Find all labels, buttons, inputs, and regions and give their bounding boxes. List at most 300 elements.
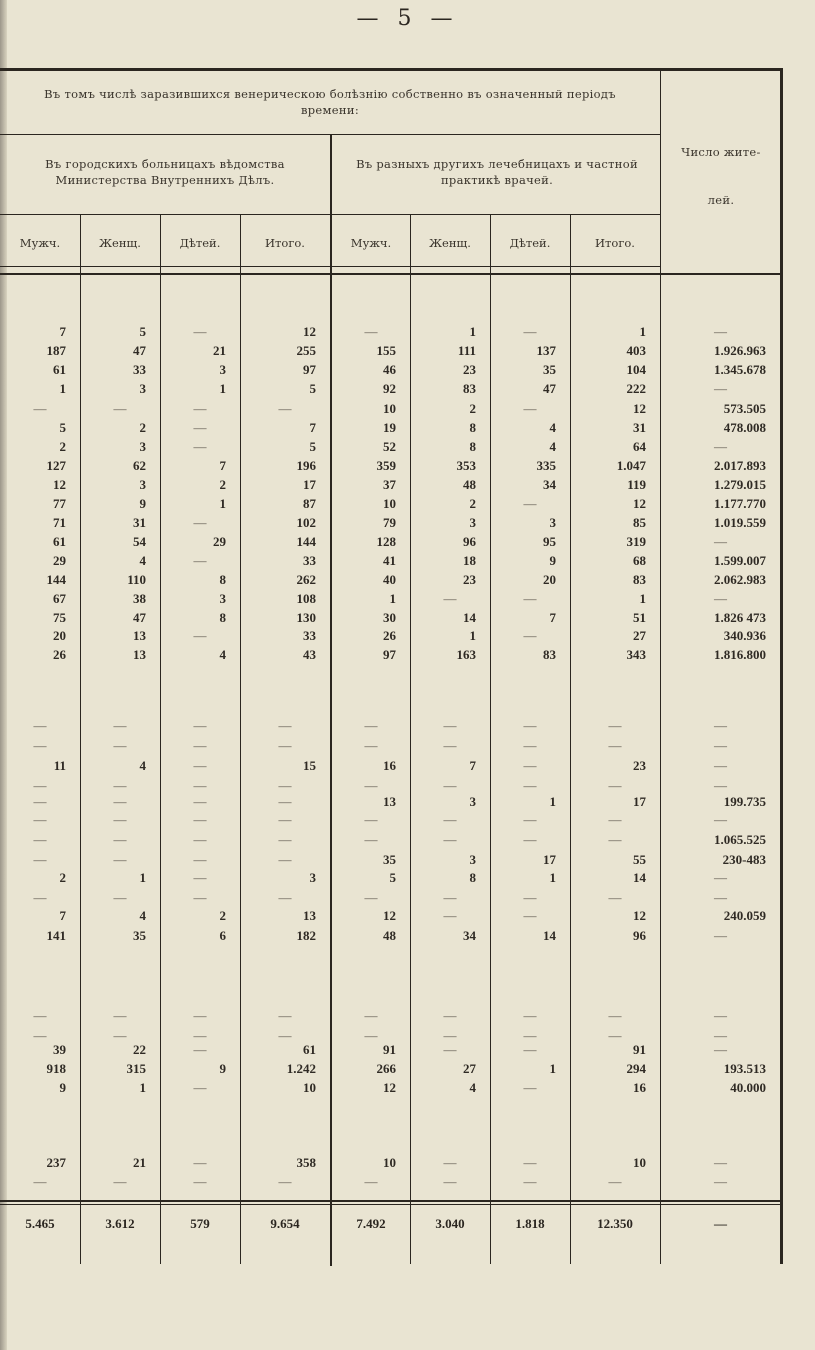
table-cell: 3: [219, 591, 226, 606]
table-cell: 7: [469, 758, 476, 773]
table-cell: 21: [133, 1155, 146, 1170]
table-cell: —: [523, 908, 537, 923]
table-cell: —: [523, 1042, 537, 1057]
table-cell: —: [193, 1008, 207, 1023]
table-cell: —: [714, 439, 727, 454]
totals-cell: 5.465: [25, 1216, 55, 1231]
table-cell: —: [113, 718, 127, 733]
table-cell: —: [33, 1174, 47, 1189]
table-cell: 1: [219, 496, 226, 511]
table-cell: 7: [549, 610, 556, 625]
table-cell: —: [523, 832, 537, 847]
table-cell: —: [608, 1008, 622, 1023]
table-cell: 1.019.559: [714, 515, 766, 530]
column-header: Мужч.: [350, 236, 392, 250]
table-cell: 8: [469, 439, 476, 454]
table-cell: 4: [549, 439, 556, 454]
table-cell: —: [193, 778, 207, 793]
table-cell: —: [443, 1028, 457, 1043]
table-cell: 255: [296, 343, 316, 358]
table-cell: 12: [633, 908, 646, 923]
table-cell: —: [193, 1042, 207, 1057]
book-spine-shadow: [0, 0, 7, 1350]
table-cell: 3: [219, 362, 226, 377]
table-cell: 5: [309, 381, 316, 396]
table-cell: —: [714, 1174, 727, 1189]
table-cell: —: [278, 812, 292, 827]
table-cell: —: [193, 794, 207, 809]
table-cell: 2: [219, 477, 226, 492]
table-cell: 37: [383, 477, 396, 492]
table-cell: —: [608, 1174, 622, 1189]
table-cell: 1: [139, 870, 146, 885]
table-cell: 193.513: [723, 1061, 766, 1076]
table-cell: —: [193, 553, 207, 568]
table-cell: 12: [633, 496, 646, 511]
table-cell: —: [193, 832, 207, 847]
table-cell: 17: [543, 852, 556, 867]
table-cell: 92: [383, 381, 396, 396]
table-cell: —: [364, 1174, 378, 1189]
table-cell: 1.826 473: [714, 610, 766, 625]
table-cell: 62: [133, 458, 146, 473]
table-cell: —: [278, 778, 292, 793]
table-cell: —: [608, 718, 622, 733]
table-cell: 31: [133, 515, 146, 530]
table-cell: 47: [133, 343, 146, 358]
table-cell: 262: [296, 572, 316, 587]
table-cell: —: [523, 1174, 537, 1189]
table-cell: —: [33, 812, 47, 827]
column-header: Женщ.: [99, 236, 141, 250]
table-cell: —: [714, 738, 727, 753]
table-cell: 23: [463, 572, 476, 587]
table-cell: 3: [139, 439, 146, 454]
table-cell: 12: [383, 908, 396, 923]
table-cell: —: [33, 778, 47, 793]
table-cell: —: [714, 534, 727, 549]
table-cell: 31: [633, 420, 646, 435]
table-cell: —: [113, 738, 127, 753]
table-cell: —: [714, 758, 727, 773]
table-cell: —: [714, 1028, 727, 1043]
table-cell: —: [193, 890, 207, 905]
table-cell: 1.599.007: [714, 553, 766, 568]
table-cell: 2: [59, 439, 66, 454]
table-cell: —: [443, 1174, 457, 1189]
table-cell: 51: [633, 610, 646, 625]
table-cell: —: [608, 890, 622, 905]
table-cell: 13: [303, 908, 316, 923]
table-cell: —: [608, 1028, 622, 1043]
table-cell: —: [278, 1174, 292, 1189]
totals-cell: 7.492: [356, 1216, 386, 1231]
table-cell: —: [193, 812, 207, 827]
table-cell: —: [193, 718, 207, 733]
table-cell: —: [714, 381, 727, 396]
table-cell: 4: [549, 420, 556, 435]
table-cell: —: [364, 738, 378, 753]
table-cell: 9: [139, 496, 146, 511]
table-cell: —: [608, 778, 622, 793]
table-cell: 91: [383, 1042, 396, 1057]
table-cell: 5: [389, 870, 396, 885]
table-cell: 33: [133, 362, 146, 377]
column-header: Женщ.: [429, 236, 471, 250]
table-cell: —: [523, 401, 537, 416]
table-cell: —: [278, 1028, 292, 1043]
table-cell: —: [113, 832, 127, 847]
table-cell: 182: [296, 928, 316, 943]
table-cell: 7: [59, 324, 66, 339]
table-cell: —: [193, 852, 207, 867]
table-cell: —: [443, 1042, 457, 1057]
table-cell: —: [113, 1008, 127, 1023]
table-cell: 85: [633, 515, 646, 530]
table-cell: —: [278, 738, 292, 753]
table-cell: —: [523, 324, 537, 339]
table-cell: —: [443, 591, 457, 606]
table-cell: —: [278, 832, 292, 847]
table-cell: —: [278, 718, 292, 733]
table-cell: 48: [383, 928, 396, 943]
table-cell: 40.000: [730, 1080, 766, 1095]
totals-top-border: [0, 1200, 782, 1202]
table-cell: 119: [627, 477, 646, 492]
table-cell: —: [364, 778, 378, 793]
table-cell: 144: [296, 534, 316, 549]
table-cell: 12: [383, 1080, 396, 1095]
table-cell: 187: [46, 343, 66, 358]
table-cell: 359: [376, 458, 396, 473]
table-cell: 43: [303, 647, 316, 662]
table-cell: —: [278, 794, 292, 809]
table-cell: 10: [633, 1155, 646, 1170]
table-cell: —: [33, 1028, 47, 1043]
table-cell: 1: [469, 324, 476, 339]
table-cell: —: [523, 628, 537, 643]
table-cell: —: [193, 401, 207, 416]
table-cell: 8: [219, 610, 226, 625]
table-cell: 27: [463, 1061, 476, 1076]
table-cell: —: [193, 324, 207, 339]
table-cell: 343: [626, 647, 646, 662]
table-cell: 16: [383, 758, 396, 773]
table-cell: 26: [383, 628, 396, 643]
table-cell: —: [113, 890, 127, 905]
table-cell: —: [113, 794, 127, 809]
table-cell: —: [278, 401, 292, 416]
table-cell: 23: [633, 758, 646, 773]
table-cell: 5: [139, 324, 146, 339]
table-cell: 33: [303, 628, 316, 643]
table-cell: 29: [53, 553, 66, 568]
table-cell: 315: [126, 1061, 146, 1076]
table-cell: 2: [219, 908, 226, 923]
header-population-2: лей.: [707, 193, 735, 207]
table-cell: —: [443, 832, 457, 847]
table-cell: 4: [139, 553, 146, 568]
table-cell: 573.505: [723, 401, 766, 416]
table-cell: 33: [303, 553, 316, 568]
table-cell: 38: [133, 591, 146, 606]
table-cell: —: [278, 852, 292, 867]
table-cell: —: [714, 928, 727, 943]
table-cell: 29: [213, 534, 226, 549]
table-cell: 10: [383, 401, 396, 416]
table-cell: 96: [463, 534, 476, 549]
table-cell: —: [523, 1028, 537, 1043]
table-cell: 3: [309, 870, 316, 885]
table-cell: —: [113, 1028, 127, 1043]
table-cell: —: [33, 718, 47, 733]
table-cell: —: [193, 515, 207, 530]
table-cell: 478.008: [723, 420, 766, 435]
table-cell: 21: [213, 343, 226, 358]
column-header: Итого.: [265, 236, 305, 250]
table-cell: 1.279.015: [714, 477, 766, 492]
table-cell: 1: [139, 1080, 146, 1095]
table-cell: 15: [303, 758, 316, 773]
table-cell: 10: [383, 1155, 396, 1170]
table-cell: —: [523, 1008, 537, 1023]
header-group-city-hospitals: Въ городскихъ больницахъ вѣдомства Министерства Внутреннихъ Дѣлъ.: [45, 157, 285, 187]
table-cell: 128: [376, 534, 396, 549]
table-cell: —: [714, 591, 727, 606]
table-cell: 1: [549, 1061, 556, 1076]
table-cell: —: [714, 778, 727, 793]
table-cell: 64: [633, 439, 646, 454]
table-cell: —: [113, 778, 127, 793]
table-cell: 3: [469, 794, 476, 809]
table-cell: 102: [296, 515, 316, 530]
table-cell: 230-483: [722, 852, 766, 867]
table-cell: —: [608, 738, 622, 753]
table-cell: 97: [303, 362, 316, 377]
table-cell: 7: [59, 908, 66, 923]
table-cell: 111: [457, 343, 476, 358]
table-cell: 335: [536, 458, 556, 473]
table-cell: 96: [633, 928, 646, 943]
totals-cell: 3.040: [435, 1216, 465, 1231]
table-cell: 163: [456, 647, 476, 662]
table-cell: 1.926.963: [714, 343, 766, 358]
table-cell: 6: [219, 928, 226, 943]
table-cell: —: [193, 1155, 207, 1170]
table-cell: 83: [633, 572, 646, 587]
table-cell: 14: [463, 610, 476, 625]
table-cell: —: [443, 812, 457, 827]
table-cell: 2: [469, 496, 476, 511]
table-cell: 319: [626, 534, 646, 549]
table-cell: 127: [46, 458, 66, 473]
table-cell: 1: [639, 324, 646, 339]
table-cell: 9: [59, 1080, 66, 1095]
table-cell: 30: [383, 610, 396, 625]
table-cell: 1: [389, 591, 396, 606]
table-cell: 2.017.893: [714, 458, 766, 473]
table-cell: —: [193, 758, 207, 773]
table-cell: 7: [219, 458, 226, 473]
table-cell: 97: [383, 647, 396, 662]
table-cell: 3: [139, 381, 146, 396]
table-cell: —: [714, 870, 727, 885]
totals-cell: 12.350: [597, 1216, 633, 1231]
table-cell: 237: [46, 1155, 66, 1170]
table-cell: 47: [133, 610, 146, 625]
table-cell: —: [714, 890, 727, 905]
table-cell: —: [113, 1174, 127, 1189]
table-cell: 1.242: [286, 1061, 316, 1076]
table-cell: 75: [53, 610, 66, 625]
table-cell: 12: [633, 401, 646, 416]
table-cell: 10: [303, 1080, 316, 1095]
table-cell: —: [33, 794, 47, 809]
table-top-border: [0, 68, 782, 71]
table-cell: 46: [383, 362, 396, 377]
table-cell: 22: [133, 1042, 146, 1057]
table-cell: 13: [383, 794, 396, 809]
table-cell: —: [523, 591, 537, 606]
totals-cell: 1.818: [515, 1216, 545, 1231]
table-cell: 13: [133, 628, 146, 643]
table-cell: 8: [219, 572, 226, 587]
table-cell: 2: [469, 401, 476, 416]
table-cell: 1.816.800: [714, 647, 766, 662]
table-cell: 35: [133, 928, 146, 943]
table-cell: 294: [626, 1061, 646, 1076]
table-cell: —: [193, 1174, 207, 1189]
header-group-other-clinics: Въ разныхъ другихъ лечебницахъ и частной практикѣ врачей.: [356, 157, 638, 187]
table-cell: 918: [46, 1061, 66, 1076]
table-cell: 108: [296, 591, 316, 606]
table-cell: 71: [53, 515, 66, 530]
table-cell: 4: [469, 1080, 476, 1095]
table-cell: 17: [633, 794, 646, 809]
table-cell: 34: [543, 477, 556, 492]
table-cell: 8: [469, 420, 476, 435]
totals-cell: —: [714, 1216, 727, 1231]
table-cell: 26: [53, 647, 66, 662]
table-cell: 5: [59, 420, 66, 435]
header-bottom-border: [0, 273, 782, 275]
table-cell: 14: [633, 870, 646, 885]
table-cell: —: [523, 738, 537, 753]
table-cell: —: [364, 832, 378, 847]
totals-cell: 9.654: [270, 1216, 300, 1231]
table-cell: 79: [383, 515, 396, 530]
table-cell: —: [443, 908, 457, 923]
table-cell: —: [714, 1042, 727, 1057]
header-population-1: Число жите-: [681, 145, 761, 159]
table-cell: 3: [549, 515, 556, 530]
table-cell: 4: [139, 758, 146, 773]
table-cell: —: [443, 778, 457, 793]
table-right-border: [780, 68, 783, 1264]
table-cell: 16: [633, 1080, 646, 1095]
table-cell: —: [193, 439, 207, 454]
table-cell: —: [33, 401, 47, 416]
table-cell: —: [33, 832, 47, 847]
table-cell: —: [364, 718, 378, 733]
table-cell: 12: [303, 324, 316, 339]
table-cell: 199.735: [723, 794, 766, 809]
table-cell: 68: [633, 553, 646, 568]
table-cell: 27: [633, 628, 646, 643]
table-cell: 1: [219, 381, 226, 396]
table-cell: 340.936: [723, 628, 766, 643]
table-cell: 4: [139, 908, 146, 923]
table-cell: 48: [463, 477, 476, 492]
table-cell: —: [443, 890, 457, 905]
table-cell: —: [523, 718, 537, 733]
column-header: Дѣтей.: [179, 236, 221, 250]
table-cell: —: [443, 1155, 457, 1170]
table-cell: 41: [383, 553, 396, 568]
table-cell: —: [33, 852, 47, 867]
table-cell: 3: [469, 515, 476, 530]
table-cell: 144: [46, 572, 66, 587]
totals-top-border-2: [0, 1204, 782, 1205]
table-cell: 1.065.525: [714, 832, 766, 847]
table-cell: 266: [376, 1061, 396, 1076]
table-cell: —: [193, 1080, 207, 1095]
table-cell: 52: [383, 439, 396, 454]
table-cell: —: [33, 1008, 47, 1023]
header-main-title: Въ томъ числѣ заразившихся венерическою болѣзнію собственно въ означенный періодъ времени:: [44, 87, 616, 117]
table-cell: 7: [309, 420, 316, 435]
table-cell: 353: [456, 458, 476, 473]
table-cell: —: [443, 718, 457, 733]
table-cell: 40: [383, 572, 396, 587]
table-cell: 55: [633, 852, 646, 867]
table-cell: 4: [219, 647, 226, 662]
table-cell: 9: [549, 553, 556, 568]
table-cell: —: [113, 401, 127, 416]
table-cell: 1.345.678: [714, 362, 766, 377]
table-cell: 9: [219, 1061, 226, 1076]
table-cell: —: [364, 890, 378, 905]
table-cell: —: [714, 812, 727, 827]
table-cell: 222: [626, 381, 646, 396]
table-cell: 2: [139, 420, 146, 435]
table-cell: 67: [53, 591, 66, 606]
table-cell: 35: [543, 362, 556, 377]
table-cell: —: [193, 738, 207, 753]
totals-cell: 3.612: [105, 1216, 135, 1231]
table-cell: 130: [296, 610, 316, 625]
table-cell: 87: [303, 496, 316, 511]
table-cell: —: [33, 738, 47, 753]
table-cell: 358: [296, 1155, 316, 1170]
table-cell: 39: [53, 1042, 66, 1057]
table-cell: —: [714, 1008, 727, 1023]
table-cell: —: [608, 812, 622, 827]
table-cell: —: [113, 852, 127, 867]
table-cell: 95: [543, 534, 556, 549]
table-cell: —: [193, 870, 207, 885]
table-cell: 3: [469, 852, 476, 867]
table-cell: —: [523, 778, 537, 793]
table-cell: —: [714, 718, 727, 733]
table-cell: 20: [543, 572, 556, 587]
table-cell: 47: [543, 381, 556, 396]
table-cell: 240.059: [723, 908, 766, 923]
page-number: — 5 —: [356, 6, 459, 31]
table-cell: 3: [139, 477, 146, 492]
table-cell: —: [364, 812, 378, 827]
table-cell: 196: [296, 458, 316, 473]
